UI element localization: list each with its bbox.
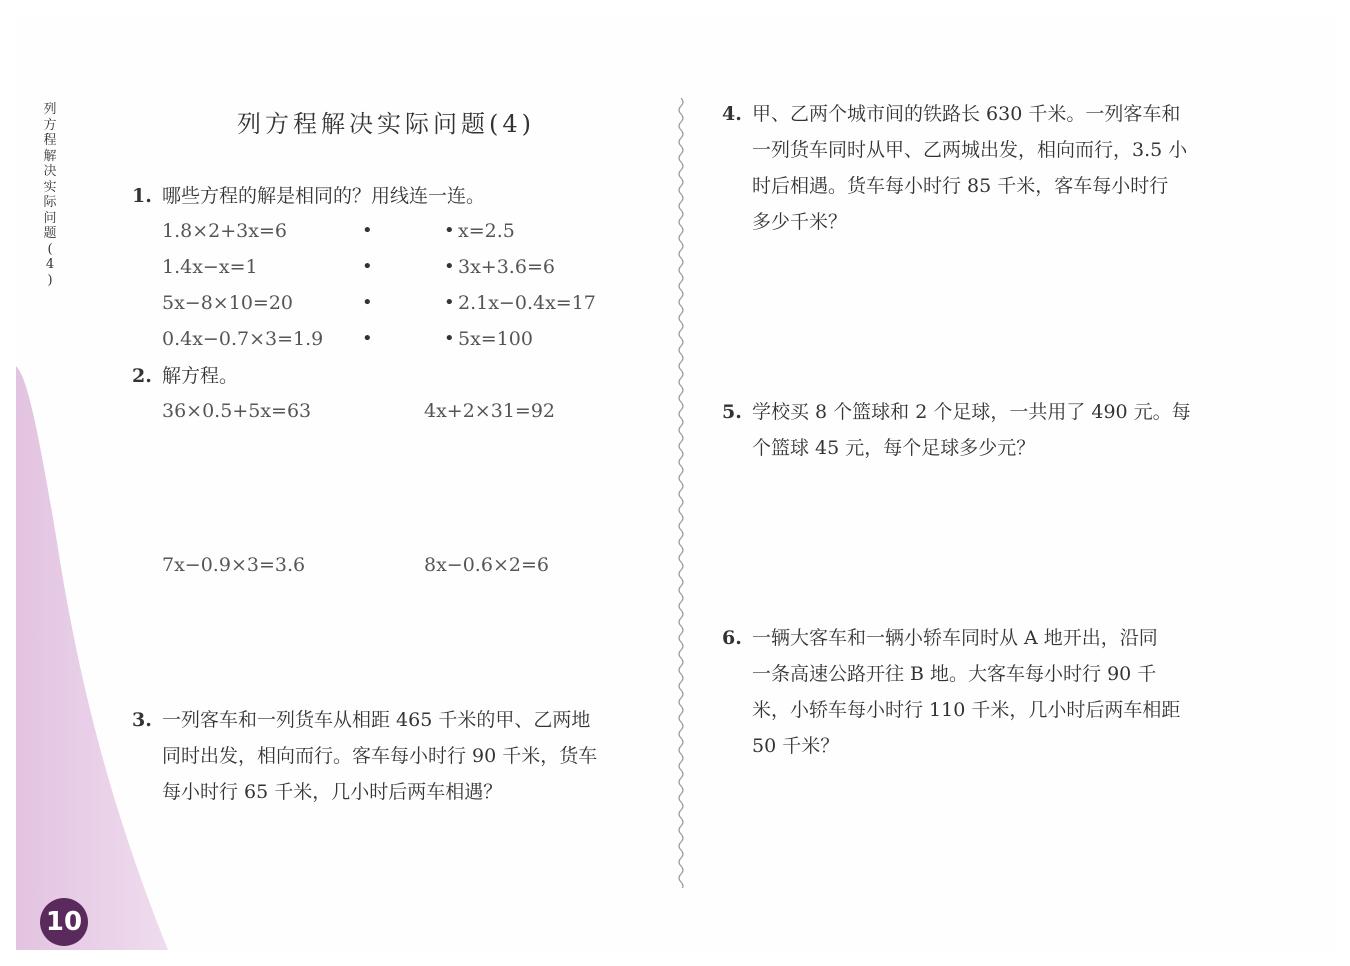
question-number: 3. [132, 709, 152, 731]
side-title-char: 列 [43, 102, 57, 117]
connect-dot[interactable]: • [444, 256, 455, 277]
wavy-divider [674, 98, 688, 888]
question-2 [132, 358, 642, 394]
q1-right-eq: 2.1x−0.4x=17 [458, 292, 596, 314]
connect-dot[interactable]: • [362, 220, 373, 241]
question-prompt: 哪些方程的解是相同的？用线连一连。 [162, 185, 486, 207]
question-line: 多少千米？ [752, 211, 848, 233]
side-title-char: ) [47, 272, 53, 288]
connect-dot[interactable]: • [362, 256, 373, 277]
q1-left-eq: 1.4x−x=1 [162, 256, 258, 278]
question-line: 50 千米？ [752, 735, 840, 757]
question-3 [132, 702, 662, 810]
question-line: 学校买 8 个篮球和 2 个足球，一共用了 490 元。每 [752, 401, 1191, 423]
connect-dot[interactable]: • [444, 220, 455, 241]
question-4 [722, 96, 1252, 240]
side-title-char: 题 [43, 226, 57, 241]
q1-left-eq: 0.4x−0.7×3=1.9 [162, 328, 324, 350]
side-title-char: 程 [43, 133, 57, 148]
side-title [42, 102, 58, 288]
question-prompt: 解方程。 [162, 365, 239, 387]
page-title: 列方程解决实际问题(4) [237, 110, 535, 138]
side-title-char: 4 [45, 257, 55, 272]
page-number: 10 [40, 898, 88, 946]
q2-equation: 36×0.5+5x=63 [162, 400, 312, 422]
connect-dot[interactable]: • [362, 292, 373, 313]
question-line: 一辆大客车和一辆小轿车同时从 A 地开出，沿同 [752, 627, 1158, 649]
q1-left-eq: 5x−8×10=20 [162, 292, 294, 314]
q1-right-eq: 5x=100 [458, 328, 533, 350]
side-title-char: 决 [43, 164, 57, 179]
q2-equation: 8x−0.6×2=6 [424, 554, 549, 576]
question-number: 1. [132, 185, 152, 207]
q1-left-eq: 1.8×2+3x=6 [162, 220, 287, 242]
connect-dot[interactable]: • [362, 328, 373, 349]
question-line: 甲、乙两个城市间的铁路长 630 千米。一列客车和 [752, 103, 1181, 125]
side-title-char: 际 [43, 195, 57, 210]
question-line: 同时出发，相向而行。客车每小时行 90 千米，货车 [162, 745, 598, 767]
question-number: 6. [722, 627, 742, 649]
question-6 [722, 620, 1252, 764]
question-1 [132, 178, 642, 214]
q1-right-eq: 3x+3.6=6 [458, 256, 555, 278]
question-number: 2. [132, 365, 152, 387]
question-line: 个篮球 45 元，每个足球多少元？ [752, 437, 1036, 459]
side-title-char: 实 [43, 179, 57, 195]
side-title-char: 方 [43, 117, 57, 133]
question-line: 一列货车同时从甲、乙两城出发，相向而行，3.5 小 [752, 139, 1188, 161]
question-number: 4. [722, 103, 742, 125]
q1-right-eq: x=2.5 [458, 220, 515, 242]
q2-equation: 4x+2×31=92 [424, 400, 556, 422]
question-5 [722, 394, 1252, 466]
question-line: 时后相遇。货车每小时行 85 千米，客车每小时行 [752, 175, 1169, 197]
question-line: 一列客车和一列货车从相距 465 千米的甲、乙两地 [162, 709, 591, 731]
side-title-char: 解 [43, 148, 57, 164]
side-title-char: 问 [43, 210, 57, 226]
question-line: 一条高速公路开往 B 地。大客车每小时行 90 千 [752, 663, 1157, 685]
q2-equation: 7x−0.9×3=3.6 [162, 554, 306, 576]
workbook-page [16, 16, 1334, 950]
question-number: 5. [722, 401, 742, 423]
question-line: 每小时行 65 千米，几小时后两车相遇？ [162, 781, 503, 803]
connect-dot[interactable]: • [444, 328, 455, 349]
side-title-char: ( [47, 241, 53, 257]
connect-dot[interactable]: • [444, 292, 455, 313]
question-line: 米，小轿车每小时行 110 千米，几小时后两车相距 [752, 699, 1181, 721]
